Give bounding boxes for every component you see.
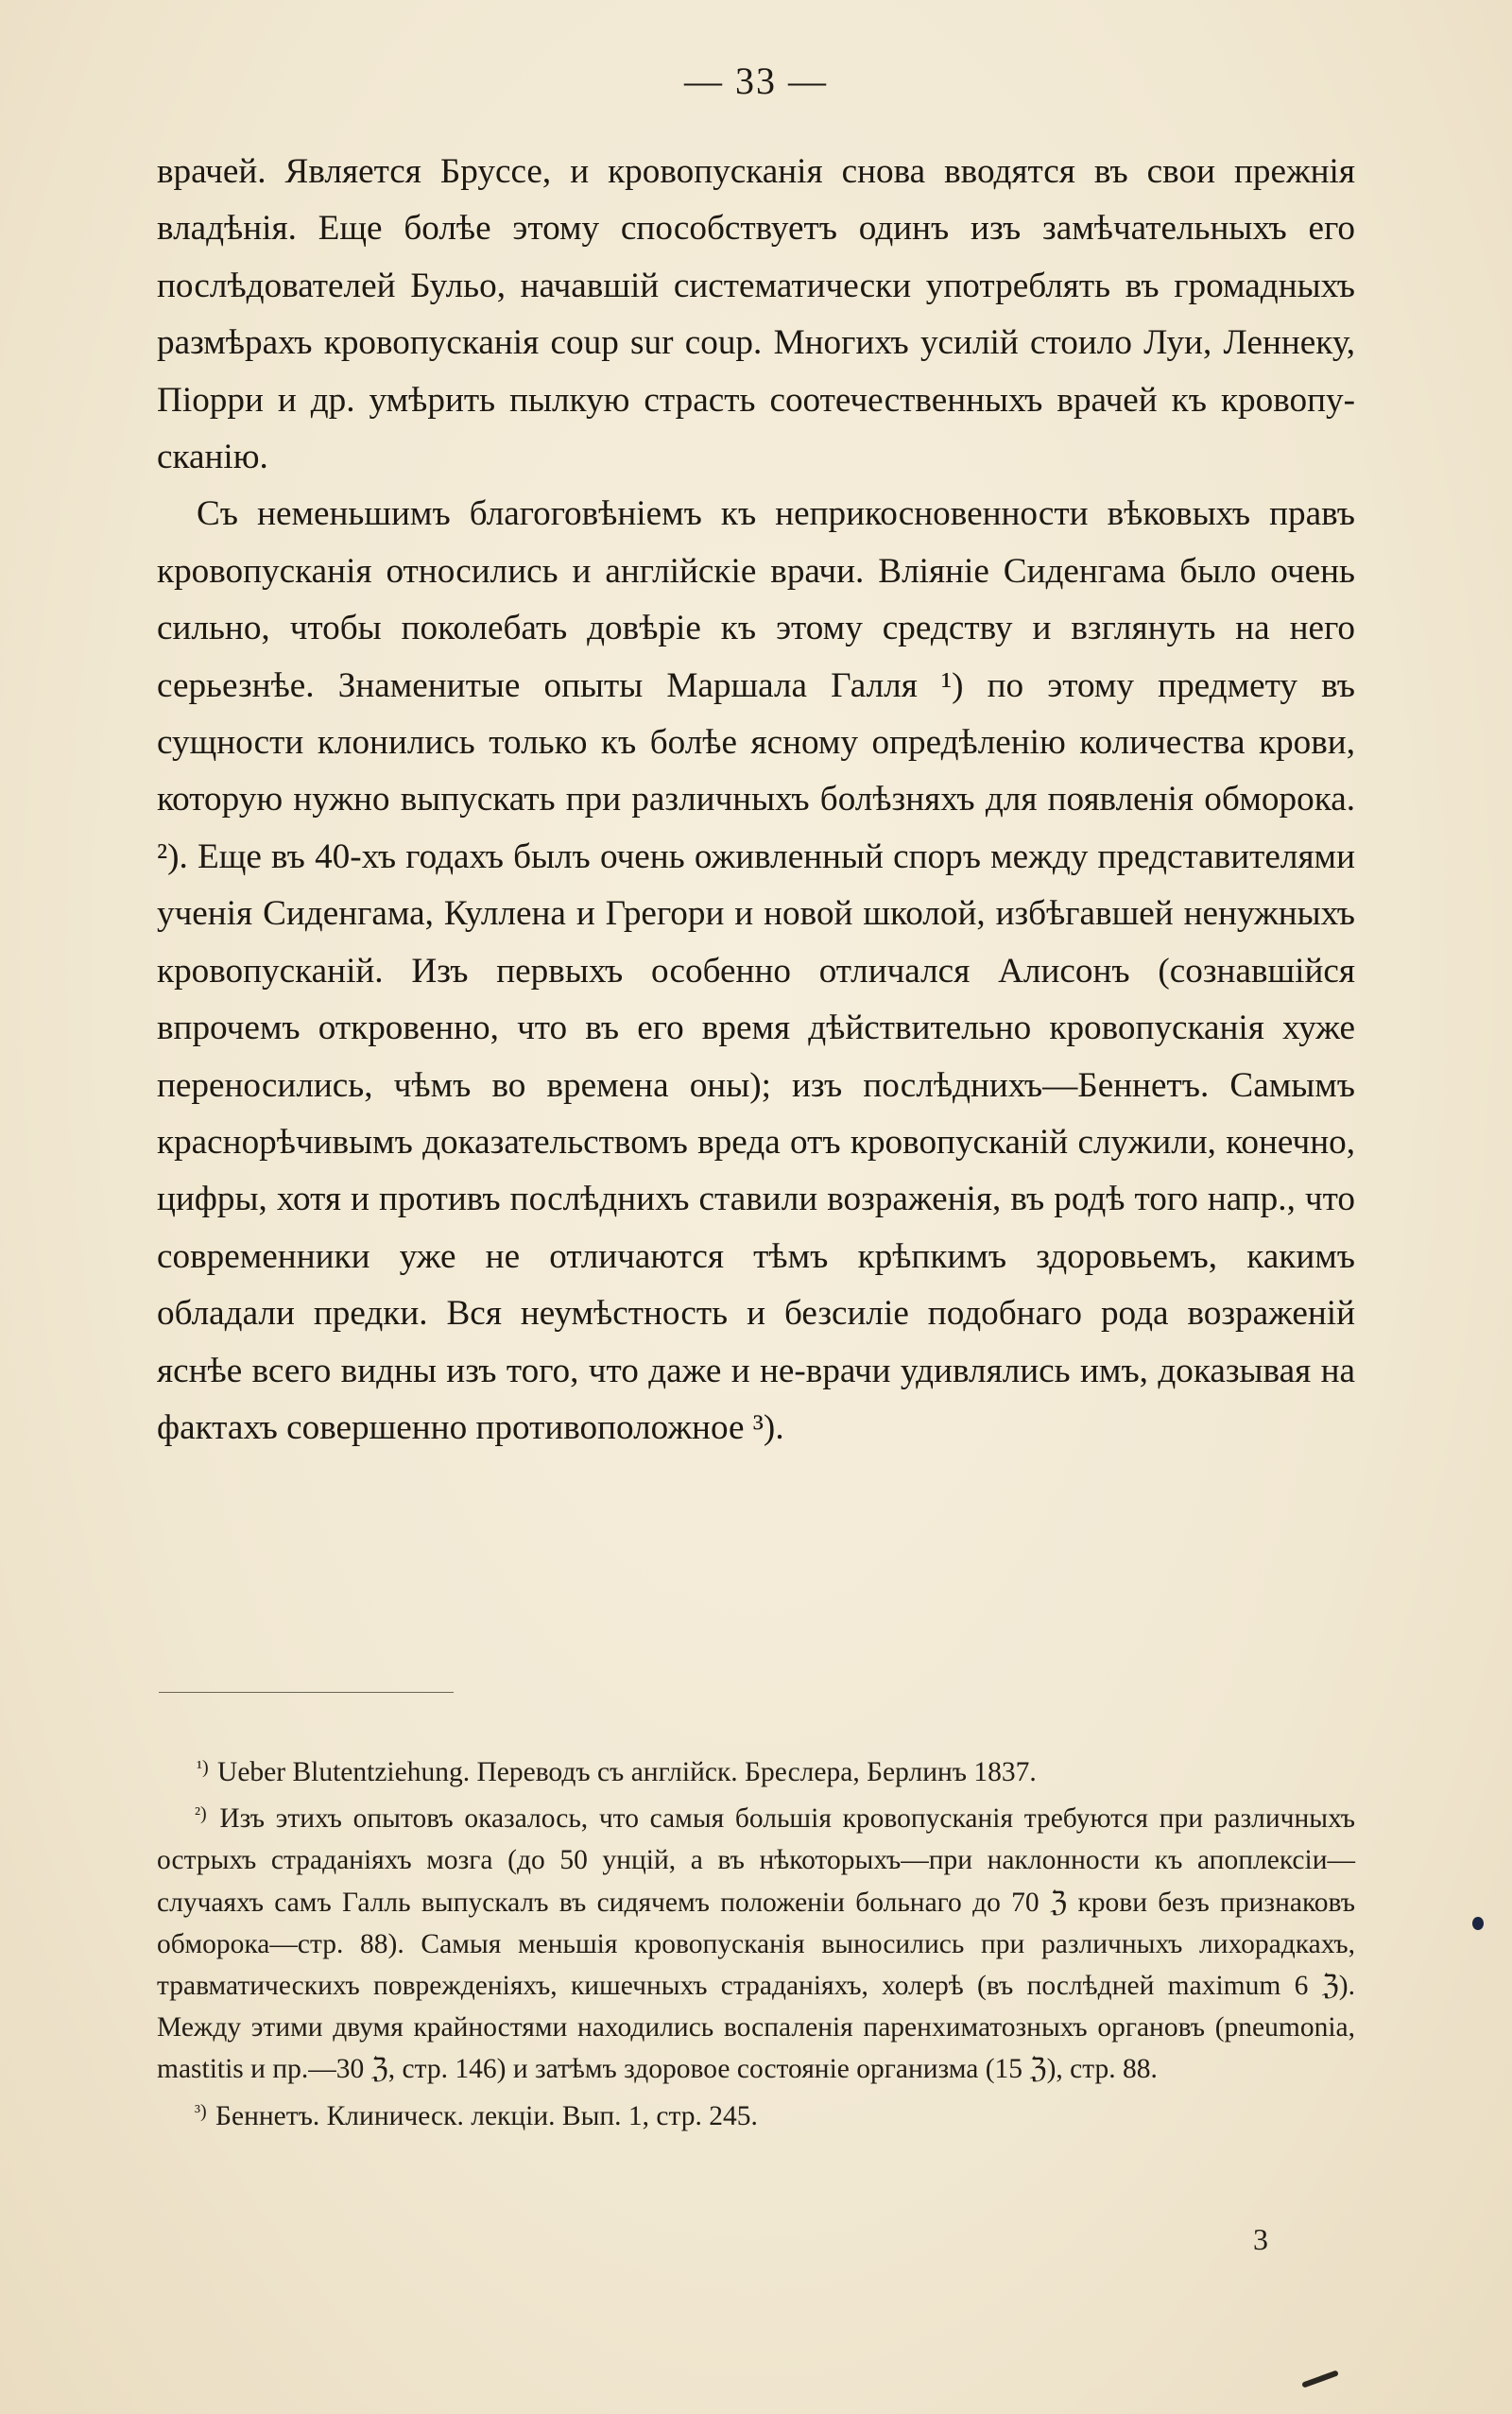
footnote-text: Ueber Blutentziehung. Переводъ съ англійск. Бреслера, Берлинъ 1837. bbox=[217, 1757, 1037, 1787]
footnote-marker: ¹) bbox=[197, 1757, 209, 1778]
footnote bbox=[157, 1747, 1355, 1793]
paragraph: врачей. Является Бруссе, и кровопусканія снова вводятся въ свои прежнія владѣнія. Еще болѣе этому способствуетъ одинъ изъ замѣчательныхъ его послѣдователей Бульо, начавшій систематически употреблять въ громадныхъ размѣрахъ кровопусканія coup sur coup. Многихъ усилій стоило Луи, Леннеку, Піорри и др. умѣрить пылкую страсть соотечественныхъ врачей къ кровопусканію. bbox=[157, 152, 1355, 477]
footnote-separator bbox=[159, 1692, 454, 1693]
signature-mark: 3 bbox=[1253, 2222, 1268, 2256]
footnotes bbox=[157, 1747, 1355, 2137]
page-number: — 33 — bbox=[684, 60, 828, 102]
ink-speck bbox=[1301, 2370, 1339, 2388]
main-text bbox=[157, 144, 1355, 1457]
footnote-text: Изъ этихъ опытовъ оказалось, что самыя большія кровопусканія требуются при различныхъ острыхъ страданіяхъ мозга (до 50 унцій, а въ нѣкоторыхъ—при наклонности къ апоплексіи—случаяхъ самъ Галль выпускалъ въ сидячемъ положеніи больнаго до 70 ℨ крови безъ признаковъ обморока—стр. 88). Самыя меньшія кровопусканія выносились при различныхъ лихорадкахъ, травматическихъ поврежденіяхъ, кишечныхъ страданіяхъ, холерѣ (въ послѣдней maximum 6 ℨ). Между этими двумя крайностями находились воспаленія паренхиматозныхъ органовъ (pneumonia, mastitis и пр.—30 ℨ, стр. 146) и затѣмъ здоровое состояніе организма (15 ℨ), стр. 88. bbox=[157, 1803, 1355, 2085]
footnote-marker: ³) bbox=[195, 2100, 207, 2122]
paragraph: Съ неменьшимъ благоговѣніемъ къ неприкосновенности вѣковыхъ правъ кровопусканія относились и англійскіе врачи. Вліяніе Сиденгама было очень сильно, чтобы поколебать довѣріе къ этому средству и взглянуть на него серьезнѣе. Знаменитые опыты Маршала Галля ¹) по этому предмету въ сущности клонились только къ болѣе ясному опредѣленію количества крови, которую нужно выпускать при различныхъ болѣзняхъ для появленія обморока. ²). Еще въ 40-хъ годахъ былъ очень оживленный споръ между представителями ученія Сиденгама, Куллена и Грегори и новой школой, избѣгавшей ненужныхъ кровопусканій. Изъ первыхъ особенно отличался Алисонъ (сознавшійся впрочемъ откровенно, что въ его время дѣйствительно кровопусканія хуже переносились, чѣмъ во времена оны); изъ послѣднихъ—Беннетъ. Самымъ краснорѣчивымъ доказательствомъ вреда отъ кровопусканій служили, конечно, цифры, хотя и противъ послѣднихъ ставили возраженія, въ родѣ того напр., что современники уже не отличаются тѣмъ крѣпкимъ здоровьемъ, какимъ обладали предки. Вся неумѣстность и безсиліе подобнаго рода возраженій яснѣе всего видны изъ того, что даже и не-врачи удивлялись имъ, доказывая на фактахъ совершенно противоположное ³). bbox=[157, 494, 1355, 1447]
ink-speck bbox=[1472, 1917, 1484, 1930]
footnote-marker: ²) bbox=[195, 1803, 207, 1825]
footnote bbox=[157, 2091, 1355, 2137]
footnote-text: Беннетъ. Клиническ. лекціи. Вып. 1, стр. 245. bbox=[215, 2100, 758, 2131]
footnote bbox=[157, 1793, 1355, 2090]
